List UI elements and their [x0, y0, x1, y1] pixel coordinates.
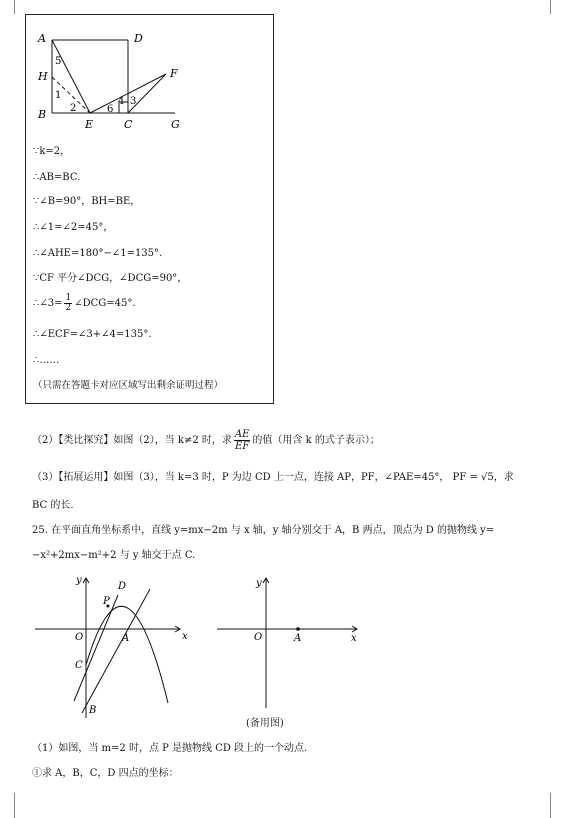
label-E: E — [85, 118, 94, 130]
label-D: D — [134, 32, 143, 45]
graph2-label-O: O — [254, 632, 263, 643]
graph-reference — [212, 573, 362, 713]
fraction-ae-ef: $\frac{AE}{EF}$ — [234, 429, 250, 452]
label-H: H — [38, 70, 48, 83]
q25-line-1: 25. 在平面直角坐标系中，直线 y=mx−2m 与 x 轴，y 轴分别交于 A，B 两点，顶点为 D 的抛物线 y= — [32, 525, 495, 536]
crop-mark-bl — [14, 793, 15, 818]
angle-4: 4 — [118, 96, 125, 107]
proof-line-9: ∴…… — [33, 355, 60, 366]
graph-parabola — [30, 573, 200, 723]
q3-line-2: BC 的长. — [32, 500, 74, 511]
proof-note: （只需在答题卡对应区域写出剩余证明过程） — [33, 380, 224, 391]
graph2-label-y: y — [256, 578, 262, 589]
graph2-label-A: A — [294, 633, 302, 644]
graph2-label-x: x — [351, 633, 357, 644]
proof-line-4: ∴∠1=∠2=45°， — [33, 222, 114, 233]
label-B: B — [38, 108, 47, 121]
proof-line-2: ∴AB=BC. — [33, 172, 81, 183]
proof-line-3: ∵∠B=90°，BH=BE， — [33, 196, 141, 207]
graph1-label-O: O — [75, 632, 84, 643]
angle-2: 2 — [70, 103, 77, 114]
graph1-label-C: C — [75, 660, 83, 671]
proof-line-7 — [33, 293, 136, 315]
crop-mark-tl — [14, 0, 15, 14]
graph1-label-D: D — [118, 581, 127, 592]
label-G: G — [171, 118, 180, 130]
proof-line-6: ∵CF 平分∠DCG，∠DCG=90°， — [33, 273, 188, 284]
q25-1-line-1: （1）如图，当 m=2 时，点 P 是抛物线 CD 段上的一个动点. — [32, 743, 308, 754]
angle-6: 6 — [107, 104, 114, 115]
q2-text: （2）【类比探究】如图（2），当 k≠2 时，求 $\frac{AE}{EF}$ 的值（用含 k 的式子表示）； — [32, 429, 380, 452]
proof-line-7b: ∠DCG=45°. — [74, 298, 136, 309]
label-C: C — [124, 118, 133, 130]
proof-line-7a: ∴∠3= — [33, 298, 63, 309]
label-F: F — [170, 67, 178, 80]
proof-line-5: ∴∠AHE=180°−∠1=135°. — [33, 248, 163, 259]
graph1-label-y: y — [76, 575, 82, 586]
q25-line-2: −x²+2mx−m²+2 与 y 轴交于点 C. — [32, 550, 196, 561]
angle-1: 1 — [55, 90, 62, 101]
q3-line-1: （3）【拓展运用】如图（3），当 k=3 时，P 为边 CD 上一点，连接 AP，PF，∠PAE=45°， PF = √5，求 — [32, 472, 514, 483]
graph1-label-P: P — [103, 596, 110, 607]
proof-line-1: ∵k=2， — [33, 146, 71, 157]
angle-3: 3 — [130, 96, 137, 107]
proof-line-8: ∴∠ECF=∠3+∠4=135°. — [33, 329, 152, 340]
label-A: A — [38, 32, 46, 45]
q25-1-line-2: ①求 A，B，C，D 四点的坐标： — [32, 768, 179, 779]
fraction-half: $\frac{1}{2}$ — [65, 293, 72, 313]
angle-5: 5 — [55, 56, 62, 67]
graph2-caption: (备用图) — [246, 718, 284, 729]
graph1-label-x: x — [182, 631, 188, 642]
graph1-label-B: B — [89, 705, 97, 716]
crop-mark-br — [550, 793, 551, 818]
crop-mark-tr — [550, 0, 551, 14]
graph1-label-A: A — [122, 633, 130, 644]
figure-square-diagram — [30, 22, 200, 130]
